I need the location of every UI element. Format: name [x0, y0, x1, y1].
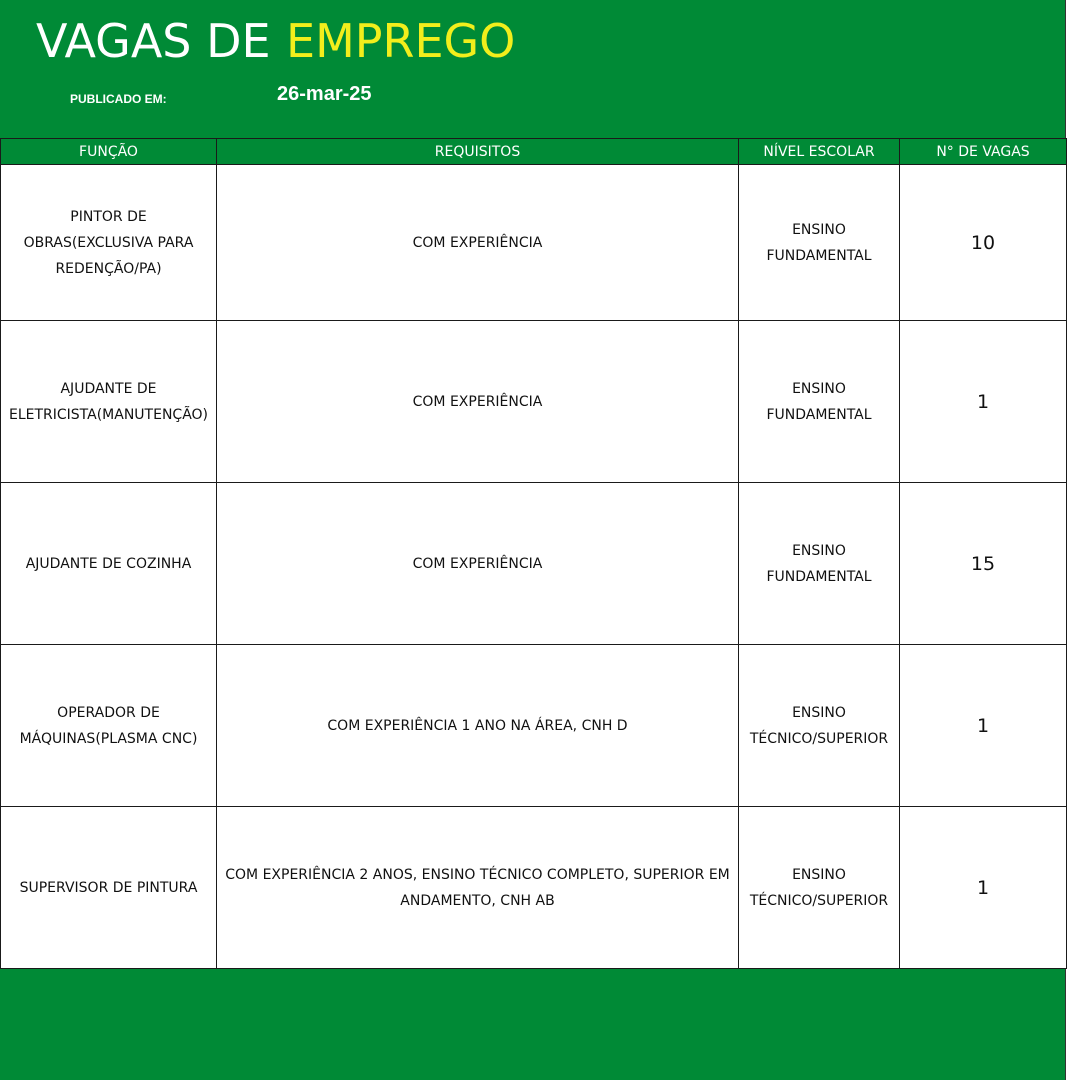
cell-requisitos [217, 165, 739, 321]
cell-line: ENSINO [792, 866, 846, 883]
cell-line: AJUDANTE DE COZINHA [25, 555, 192, 572]
table-row [1, 165, 1067, 321]
table-row [1, 321, 1067, 483]
cell-nivel-escolar [739, 165, 900, 321]
cell-line: COM EXPERIÊNCIA 1 ANO NA ÁREA, CNH D [327, 717, 628, 734]
title-emprego: EMPREGO [286, 14, 516, 68]
jobs-table [0, 138, 1067, 969]
cell-vagas: 15 [900, 483, 1067, 645]
cell-requisitos [217, 483, 739, 645]
cell-funcao [1, 165, 217, 321]
cell-line: TÉCNICO/SUPERIOR [749, 730, 889, 747]
cell-line: PINTOR DE [70, 208, 147, 225]
cell-nivel-escolar [739, 483, 900, 645]
cell-vagas: 10 [900, 165, 1067, 321]
cell-nivel-escolar [739, 645, 900, 807]
cell-line: OBRAS(EXCLUSIVA PARA [23, 234, 194, 251]
title-vagas-de: VAGAS DE [36, 14, 271, 68]
cell-line: SUPERVISOR DE PINTURA [19, 879, 198, 896]
cell-line: ELETRICISTA(MANUTENÇÃO) [8, 406, 209, 423]
table-header-row [1, 139, 1067, 165]
cell-line: FUNDAMENTAL [766, 568, 872, 585]
cell-line: ENSINO [792, 221, 846, 238]
cell-funcao [1, 483, 217, 645]
cell-line: ENSINO [792, 542, 846, 559]
cell-line: COM EXPERIÊNCIA 2 ANOS, ENSINO TÉCNICO COMPLETO, SUPERIOR EM [225, 866, 730, 883]
cell-line: COM EXPERIÊNCIA [412, 234, 543, 251]
cell-requisitos [217, 321, 739, 483]
cell-requisitos [217, 645, 739, 807]
column-header-nivel-escolar: NÍVEL ESCOLAR [739, 139, 900, 165]
cell-funcao [1, 321, 217, 483]
cell-vagas: 1 [900, 807, 1067, 969]
column-header-requisitos: REQUISITOS [217, 139, 739, 165]
footer-banner [0, 969, 1066, 1080]
cell-line: ENSINO [792, 704, 846, 721]
cell-line: ENSINO [792, 380, 846, 397]
cell-line: COM EXPERIÊNCIA [412, 393, 543, 410]
cell-line: AJUDANTE DE [60, 380, 157, 397]
header-banner [0, 0, 1066, 138]
cell-vagas: 1 [900, 645, 1067, 807]
published-date: 26-mar-25 [277, 83, 372, 105]
cell-line: ANDAMENTO, CNH AB [400, 892, 555, 909]
table-row [1, 645, 1067, 807]
cell-vagas: 1 [900, 321, 1067, 483]
column-header-numero-vagas: N° DE VAGAS [900, 139, 1067, 165]
cell-funcao [1, 807, 217, 969]
table-row [1, 483, 1067, 645]
cell-line: COM EXPERIÊNCIA [412, 555, 543, 572]
cell-line: OPERADOR DE [57, 704, 160, 721]
cell-requisitos [217, 807, 739, 969]
cell-line: MÁQUINAS(PLASMA CNC) [19, 730, 198, 747]
cell-funcao [1, 645, 217, 807]
cell-line: REDENÇÃO/PA) [55, 260, 162, 277]
cell-nivel-escolar [739, 807, 900, 969]
published-label: PUBLICADO EM: [70, 92, 167, 106]
table-row [1, 807, 1067, 969]
column-header-funcao: FUNÇÃO [1, 139, 217, 165]
cell-nivel-escolar [739, 321, 900, 483]
cell-line: FUNDAMENTAL [766, 247, 872, 264]
cell-line: FUNDAMENTAL [766, 406, 872, 423]
cell-line: TÉCNICO/SUPERIOR [749, 892, 889, 909]
